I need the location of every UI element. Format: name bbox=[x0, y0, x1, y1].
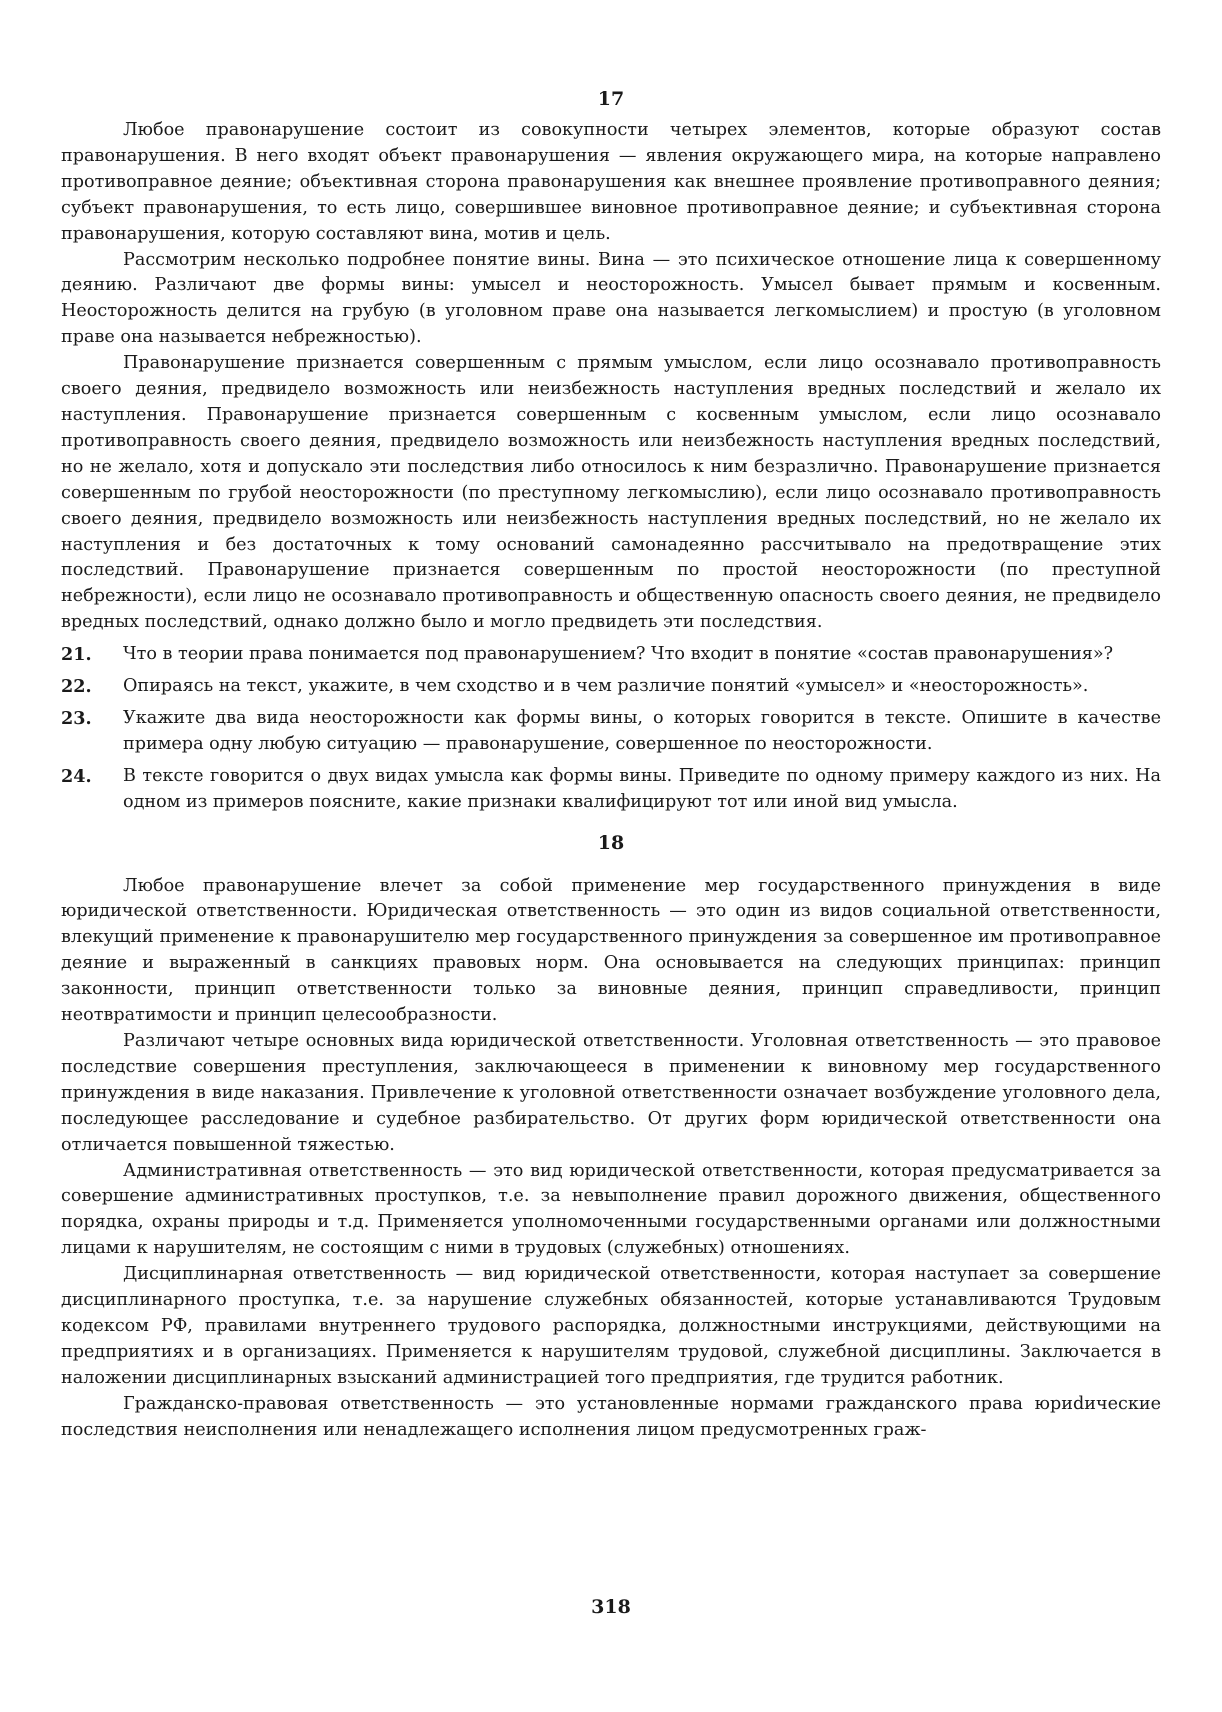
question-text: Что в теории права понимается под правонарушением? Что входит в понятие «состав правонарушения»? bbox=[123, 644, 1114, 665]
paragraph: Различают четыре основных вида юридической ответственности. Уголовная ответственность — это правовое последствие совершения преступления, заключающееся в применении к виновному мер государственного принуждения в виде наказания. Привлечение к уголовной ответственности означает возбуждение уголовного дела, последующее расследование и судебное разбирательство. От других форм юридической ответственности она отличается повышенной тяжестью. bbox=[61, 1031, 1161, 1155]
page-content bbox=[61, 86, 1161, 1444]
question-number: 22. bbox=[61, 676, 92, 698]
question-text: В тексте говорится о двух видах умысла как формы вины. Приведите по одному примеру каждого из них. На одном из примеров поясните, какие признаки квалифицируют тот или иной вид умысла. bbox=[123, 765, 1161, 812]
question-number: 23. bbox=[61, 707, 92, 729]
page-number: 318 bbox=[591, 1596, 631, 1618]
question-item bbox=[61, 764, 1161, 816]
paragraph: Любое правонарушение состоит из совокупности четырех элементов, которые образуют состав правонарушения. В него входят объект правонарушения — явления окружающего мира, на которые направлено противоправное деяние; объективная сторона правонарушения как внешнее проявление противоправного деяния; субъект правонарушения, то есть лицо, совершившее виновное противоправное деяние; и субъективная сторона правонарушения, которую составляют вина, мотив и цель. bbox=[61, 120, 1161, 244]
question-number: 21. bbox=[61, 644, 92, 666]
paragraph: Административная ответственность — это вид юридической ответственности, которая предусматривается за совершение административных проступков, т.е. за невыполнение правил дорожного движения, общественного порядка, охраны природы и т.д. Применяется уполномоченными государственными органами или должностными лицами к нарушителям, не состоящим с ними в трудовых (служебных) отношениях. bbox=[61, 1160, 1161, 1259]
paragraph: Рассмотрим несколько подробнее понятие вины. Вина — это психическое отношение лица к совершенному деянию. Различают две формы вины: умысел и неосторожность. Умысел бывает прямым и косвенным. Неосторожность делится на грубую (в уголовном праве она называется легкомыслием) и простую (в уголовном праве она называется небрежностью). bbox=[61, 249, 1161, 348]
question-item bbox=[61, 706, 1161, 758]
paragraph: Любое правонарушение влечет за собой применение мер государственного принуждения в виде юридической ответственности. Юридическая ответственность — это один из видов социальной ответственности, влекущий применение к правонарушителю мер государственного принуждения за совершенное им противоправное деяние и выраженный в санкциях правовых норм. Она основывается на следующих принципах: принцип законности, принцип ответственности только за виновные деяния, принцип справедливости, принцип неотвратимости и принцип целесообразности. bbox=[61, 875, 1161, 1026]
question-number: 24. bbox=[61, 765, 92, 787]
paragraph: Правонарушение признается совершенным с прямым умыслом, если лицо осознавало противоправность своего деяния, предвидело возможность или неизбежность наступления вредных последствий и желало их наступления. Правонарушение признается совершенным с косвенным умыслом, если лицо осознавало противоправность своего деяния, предвидело возможность или неизбежность наступления вредных последствий, но не желало, хотя и допускало эти последствия либо относилось к ним безразлично. Правонарушение признается совершенным по грубой неосторожности (по преступному легкомыслию), если лицо осознавало противоправность своего деяния, предвидело возможность или неизбежность наступления вредных последствий, но не желало их наступления и без достаточных к тому оснований самонадеянно рассчитывало на предотвращение этих последствий. Правонарушение признается совершенным по простой неосторожности (по преступной небрежности), если лицо не осознавало противоправность и общественную опасность своего деяния, не предвидело вредных последствий, однако должно было и могло предвидеть эти последствия. bbox=[61, 353, 1161, 633]
question-text: Укажите два вида неосторожности как формы вины, о которых говорится в тексте. Опишите в качестве примера одну любую ситуацию — правонарушение, совершенное по неосторожности. bbox=[123, 707, 1161, 754]
question-item bbox=[61, 674, 1161, 700]
question-item bbox=[61, 642, 1161, 668]
paragraph: Гражданско-правовая ответственность — это установленные нормами гражданского права юриdические последствия неисполнения или ненадлежащего исполнения лицом предусмотренных граж- bbox=[61, 1393, 1161, 1440]
section-number: 17 bbox=[597, 88, 625, 110]
section-number: 18 bbox=[597, 831, 625, 854]
paragraph: Дисциплинарная ответственность — вид юридической ответственности, которая наступает за совершение дисциплинарного проступка, т.е. за нарушение служебных обязанностей, которые устанавливаются Трудовым кодексом РФ, правилами внутреннего трудового распорядка, должностными инструкциями, действующими на предприятиях и в организациях. Применяется к нарушителям трудовой, служебной дисциплины. Заключается в наложении дисциплинарных взысканий администрацией того предприятия, где трудится работник. bbox=[61, 1264, 1161, 1388]
question-text: Опираясь на текст, укажите, в чем сходство и в чем различие понятий «умысел» и «неосторожность». bbox=[123, 676, 1089, 697]
